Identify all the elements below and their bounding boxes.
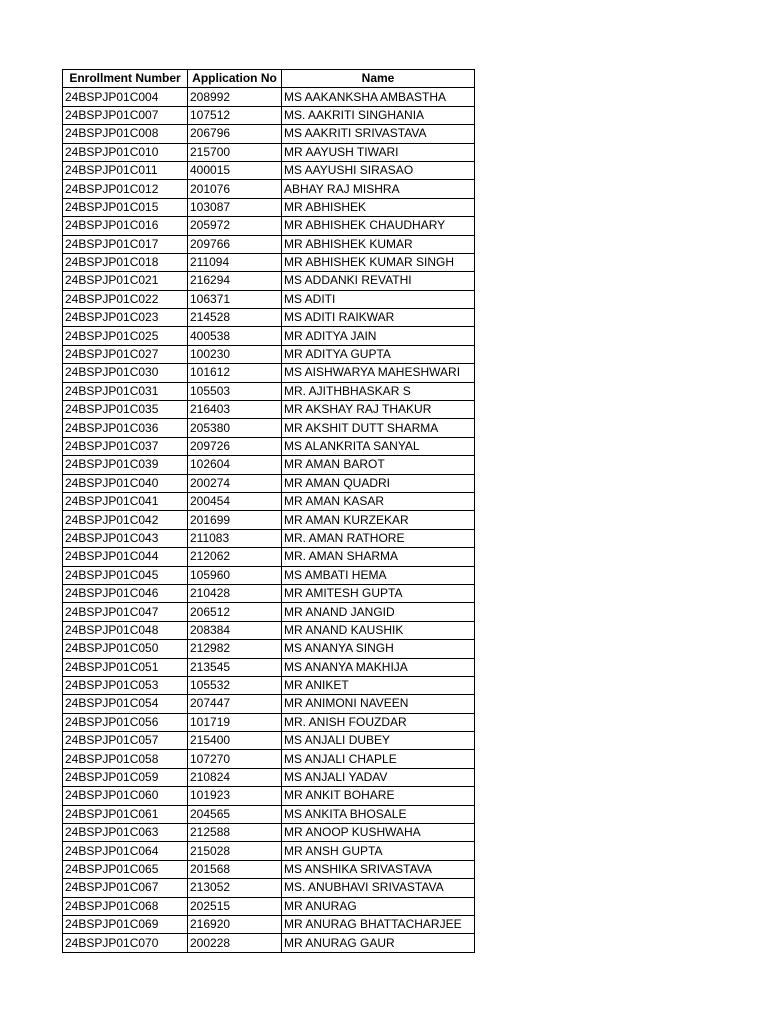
table-row	[63, 364, 475, 382]
header-application-no: Application No	[188, 70, 282, 88]
cell-application-no: 206512	[188, 603, 282, 621]
cell-name: MR AAYUSH TIWARI	[282, 143, 475, 161]
cell-application-no: 207447	[188, 695, 282, 713]
cell-application-no: 205972	[188, 217, 282, 235]
cell-name: MR. ANISH FOUZDAR	[282, 713, 475, 731]
cell-name: MS AAYUSHI SIRASAO	[282, 161, 475, 179]
cell-enrollment-number: 24BSPJP01C067	[63, 879, 188, 897]
table-row	[63, 676, 475, 694]
cell-name: MR ADITYA JAIN	[282, 327, 475, 345]
cell-enrollment-number: 24BSPJP01C039	[63, 456, 188, 474]
cell-enrollment-number: 24BSPJP01C007	[63, 106, 188, 124]
cell-enrollment-number: 24BSPJP01C053	[63, 676, 188, 694]
cell-application-no: 209766	[188, 235, 282, 253]
cell-name: MR. AMAN SHARMA	[282, 548, 475, 566]
cell-name: MS ANANYA SINGH	[282, 640, 475, 658]
cell-name: MR ANIMONI NAVEEN	[282, 695, 475, 713]
cell-application-no: 216294	[188, 272, 282, 290]
cell-application-no: 216920	[188, 915, 282, 933]
cell-enrollment-number: 24BSPJP01C061	[63, 805, 188, 823]
cell-enrollment-number: 24BSPJP01C064	[63, 842, 188, 860]
cell-application-no: 201699	[188, 511, 282, 529]
cell-application-no: 103087	[188, 198, 282, 216]
cell-enrollment-number: 24BSPJP01C027	[63, 345, 188, 363]
table-row	[63, 787, 475, 805]
cell-application-no: 101719	[188, 713, 282, 731]
cell-enrollment-number: 24BSPJP01C060	[63, 787, 188, 805]
cell-enrollment-number: 24BSPJP01C008	[63, 125, 188, 143]
table-row	[63, 290, 475, 308]
cell-name: MR ABHISHEK KUMAR SINGH	[282, 253, 475, 271]
table-row	[63, 658, 475, 676]
cell-application-no: 215400	[188, 732, 282, 750]
cell-enrollment-number: 24BSPJP01C054	[63, 695, 188, 713]
cell-name: ABHAY RAJ MISHRA	[282, 180, 475, 198]
cell-name: MR ANAND KAUSHIK	[282, 621, 475, 639]
table-row	[63, 934, 475, 952]
cell-name: MS AAKRITI SRIVASTAVA	[282, 125, 475, 143]
cell-name: MS AAKANKSHA AMBASTHA	[282, 88, 475, 106]
cell-application-no: 202515	[188, 897, 282, 915]
cell-name: MR. AMAN RATHORE	[282, 529, 475, 547]
cell-name: MR AMAN KURZEKAR	[282, 511, 475, 529]
cell-name: MR AMAN QUADRI	[282, 474, 475, 492]
table-row	[63, 566, 475, 584]
cell-enrollment-number: 24BSPJP01C041	[63, 492, 188, 510]
cell-enrollment-number: 24BSPJP01C036	[63, 419, 188, 437]
cell-application-no: 100230	[188, 345, 282, 363]
cell-name: MR ADITYA GUPTA	[282, 345, 475, 363]
table-row	[63, 456, 475, 474]
table-row	[63, 640, 475, 658]
cell-application-no: 211094	[188, 253, 282, 271]
cell-enrollment-number: 24BSPJP01C031	[63, 382, 188, 400]
cell-enrollment-number: 24BSPJP01C047	[63, 603, 188, 621]
cell-name: MS ADITI RAIKWAR	[282, 309, 475, 327]
cell-application-no: 107512	[188, 106, 282, 124]
cell-name: MS. AAKRITI SINGHANIA	[282, 106, 475, 124]
cell-name: MR ANURAG	[282, 897, 475, 915]
cell-name: MR AMAN KASAR	[282, 492, 475, 510]
table-row	[63, 879, 475, 897]
table-row	[63, 474, 475, 492]
cell-application-no: 201568	[188, 860, 282, 878]
cell-enrollment-number: 24BSPJP01C035	[63, 401, 188, 419]
table-row	[63, 253, 475, 271]
cell-name: MR ABHISHEK	[282, 198, 475, 216]
cell-name: MR ANIKET	[282, 676, 475, 694]
cell-application-no: 208992	[188, 88, 282, 106]
table-row	[63, 529, 475, 547]
cell-application-no: 211083	[188, 529, 282, 547]
table-row	[63, 842, 475, 860]
cell-enrollment-number: 24BSPJP01C018	[63, 253, 188, 271]
cell-application-no: 216403	[188, 401, 282, 419]
cell-application-no: 201076	[188, 180, 282, 198]
table-row	[63, 805, 475, 823]
cell-name: MR AMITESH GUPTA	[282, 584, 475, 602]
cell-application-no: 400538	[188, 327, 282, 345]
cell-name: MR. AJITHBHASKAR S	[282, 382, 475, 400]
cell-application-no: 205380	[188, 419, 282, 437]
cell-application-no: 200454	[188, 492, 282, 510]
cell-enrollment-number: 24BSPJP01C023	[63, 309, 188, 327]
cell-enrollment-number: 24BSPJP01C037	[63, 437, 188, 455]
cell-enrollment-number: 24BSPJP01C063	[63, 824, 188, 842]
header-name: Name	[282, 70, 475, 88]
cell-enrollment-number: 24BSPJP01C051	[63, 658, 188, 676]
cell-name: MS AISHWARYA MAHESHWARI	[282, 364, 475, 382]
table-row	[63, 161, 475, 179]
table-row	[63, 382, 475, 400]
cell-name: MS ADDANKI REVATHI	[282, 272, 475, 290]
table-row	[63, 309, 475, 327]
cell-name: MR ANURAG GAUR	[282, 934, 475, 952]
table-row	[63, 732, 475, 750]
table-row	[63, 713, 475, 731]
cell-name: MS ALANKRITA SANYAL	[282, 437, 475, 455]
cell-enrollment-number: 24BSPJP01C044	[63, 548, 188, 566]
table-row	[63, 272, 475, 290]
table-row	[63, 511, 475, 529]
cell-name: MR ABHISHEK CHAUDHARY	[282, 217, 475, 235]
cell-enrollment-number: 24BSPJP01C043	[63, 529, 188, 547]
cell-application-no: 105503	[188, 382, 282, 400]
cell-name: MS ANSHIKA SRIVASTAVA	[282, 860, 475, 878]
cell-name: MR AKSHAY RAJ THAKUR	[282, 401, 475, 419]
table-row	[63, 106, 475, 124]
header-enrollment-number: Enrollment Number	[63, 70, 188, 88]
cell-application-no: 206796	[188, 125, 282, 143]
cell-enrollment-number: 24BSPJP01C057	[63, 732, 188, 750]
cell-enrollment-number: 24BSPJP01C030	[63, 364, 188, 382]
cell-name: MR ANKIT BOHARE	[282, 787, 475, 805]
cell-name: MS ADITI	[282, 290, 475, 308]
cell-application-no: 106371	[188, 290, 282, 308]
table-row	[63, 235, 475, 253]
cell-enrollment-number: 24BSPJP01C025	[63, 327, 188, 345]
cell-application-no: 107270	[188, 750, 282, 768]
cell-name: MS ANJALI DUBEY	[282, 732, 475, 750]
cell-enrollment-number: 24BSPJP01C068	[63, 897, 188, 915]
cell-enrollment-number: 24BSPJP01C056	[63, 713, 188, 731]
cell-enrollment-number: 24BSPJP01C065	[63, 860, 188, 878]
cell-enrollment-number: 24BSPJP01C048	[63, 621, 188, 639]
table-row	[63, 548, 475, 566]
cell-application-no: 105960	[188, 566, 282, 584]
cell-name: MS. ANUBHAVI SRIVASTAVA	[282, 879, 475, 897]
table-row	[63, 621, 475, 639]
cell-enrollment-number: 24BSPJP01C045	[63, 566, 188, 584]
cell-name: MS ANKITA BHOSALE	[282, 805, 475, 823]
cell-enrollment-number: 24BSPJP01C059	[63, 768, 188, 786]
table-row	[63, 437, 475, 455]
table-row	[63, 897, 475, 915]
cell-name: MR AMAN BAROT	[282, 456, 475, 474]
table-row	[63, 750, 475, 768]
cell-application-no: 101612	[188, 364, 282, 382]
table-row	[63, 419, 475, 437]
cell-enrollment-number: 24BSPJP01C022	[63, 290, 188, 308]
cell-enrollment-number: 24BSPJP01C011	[63, 161, 188, 179]
cell-application-no: 212982	[188, 640, 282, 658]
cell-application-no: 215028	[188, 842, 282, 860]
table-header-row	[63, 70, 475, 88]
cell-name: MR ANOOP KUSHWAHA	[282, 824, 475, 842]
cell-name: MR AKSHIT DUTT SHARMA	[282, 419, 475, 437]
cell-application-no: 101923	[188, 787, 282, 805]
cell-application-no: 210824	[188, 768, 282, 786]
cell-name: MR ABHISHEK KUMAR	[282, 235, 475, 253]
cell-application-no: 400015	[188, 161, 282, 179]
table-row	[63, 860, 475, 878]
table-row	[63, 401, 475, 419]
cell-application-no: 212588	[188, 824, 282, 842]
cell-enrollment-number: 24BSPJP01C040	[63, 474, 188, 492]
table-row	[63, 584, 475, 602]
cell-application-no: 204565	[188, 805, 282, 823]
table-row	[63, 217, 475, 235]
table-row	[63, 824, 475, 842]
cell-application-no: 212062	[188, 548, 282, 566]
cell-application-no: 105532	[188, 676, 282, 694]
cell-enrollment-number: 24BSPJP01C017	[63, 235, 188, 253]
table-row	[63, 327, 475, 345]
cell-enrollment-number: 24BSPJP01C021	[63, 272, 188, 290]
cell-enrollment-number: 24BSPJP01C070	[63, 934, 188, 952]
cell-application-no: 102604	[188, 456, 282, 474]
cell-application-no: 208384	[188, 621, 282, 639]
cell-application-no: 213545	[188, 658, 282, 676]
cell-enrollment-number: 24BSPJP01C010	[63, 143, 188, 161]
cell-enrollment-number: 24BSPJP01C058	[63, 750, 188, 768]
table-row	[63, 915, 475, 933]
cell-enrollment-number: 24BSPJP01C042	[63, 511, 188, 529]
cell-name: MR ANAND JANGID	[282, 603, 475, 621]
cell-name: MS ANANYA MAKHIJA	[282, 658, 475, 676]
cell-enrollment-number: 24BSPJP01C016	[63, 217, 188, 235]
table-row	[63, 768, 475, 786]
cell-name: MS ANJALI CHAPLE	[282, 750, 475, 768]
table-row	[63, 143, 475, 161]
cell-enrollment-number: 24BSPJP01C004	[63, 88, 188, 106]
cell-application-no: 210428	[188, 584, 282, 602]
cell-name: MR ANSH GUPTA	[282, 842, 475, 860]
table-row	[63, 88, 475, 106]
cell-enrollment-number: 24BSPJP01C069	[63, 915, 188, 933]
cell-name: MR ANURAG BHATTACHARJEE	[282, 915, 475, 933]
table-row	[63, 345, 475, 363]
table-row	[63, 180, 475, 198]
cell-application-no: 209726	[188, 437, 282, 455]
table-row	[63, 198, 475, 216]
cell-application-no: 213052	[188, 879, 282, 897]
table-row	[63, 492, 475, 510]
cell-application-no: 200228	[188, 934, 282, 952]
cell-application-no: 214528	[188, 309, 282, 327]
cell-application-no: 215700	[188, 143, 282, 161]
cell-name: MS ANJALI YADAV	[282, 768, 475, 786]
table-row	[63, 603, 475, 621]
cell-enrollment-number: 24BSPJP01C050	[63, 640, 188, 658]
cell-enrollment-number: 24BSPJP01C012	[63, 180, 188, 198]
table-row	[63, 125, 475, 143]
cell-application-no: 200274	[188, 474, 282, 492]
cell-name: MS AMBATI HEMA	[282, 566, 475, 584]
cell-enrollment-number: 24BSPJP01C015	[63, 198, 188, 216]
table-row	[63, 695, 475, 713]
enrollment-table	[62, 69, 475, 953]
cell-enrollment-number: 24BSPJP01C046	[63, 584, 188, 602]
